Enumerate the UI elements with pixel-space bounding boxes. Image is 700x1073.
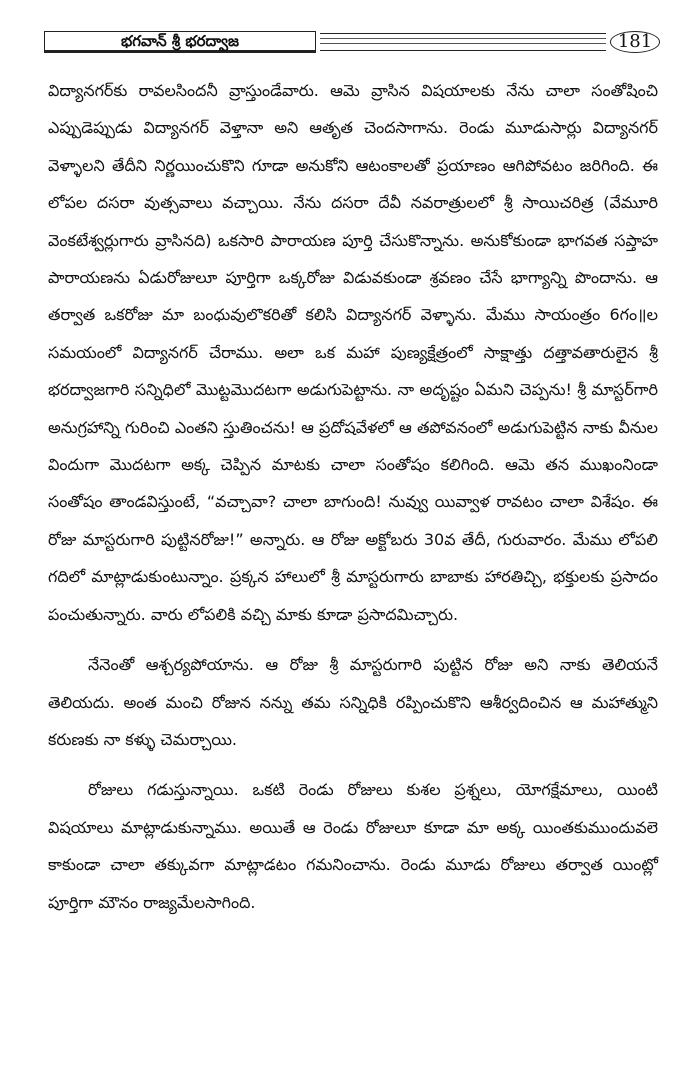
running-title: భగవాన్ శ్రీ భరద్వాజ bbox=[44, 31, 316, 53]
paragraph-1: విద్యానగర్‌కు రావలసిందనీ వ్రాస్తుండేవారు. ఆమె వ్రాసిన విషయాలకు నేను చాలా సంతోషించి ఎప్పుడెప్పుడు విద్యానగర్ వెళ్తానా అని ఆతృత చెందసాగాను. రెండు మూడుసార్లు విద్యానగర్ వెళ్ళాలని తేదీని నిర్ణయించుకొని గూడా అనుకోని ఆటంకాలతో ప్రయాణం ఆగిపోవటం జరిగింది. ఈ లోపల దసరా వుత్సవాలు వచ్చాయి. నేను దసరా దేవీ నవరాత్రులలో శ్రీ సాయిచరిత్ర (వేమూరి వెంకటేశ్వర్లుగారు వ్రాసినది) ఒకసారి పారాయణ పూర్తి చేసుకొన్నాను. అనుకోకుండా భాగవత సప్తాహ పారాయణను ఏడురోజులూ పూర్తిగా ఒక్కరోజు విడువకుండా శ్రవణం చేసే భాగ్యాన్ని పొందాను. ఆ తర్వాత ఒకరోజు మా బంధువులొకరితో కలిసి విద్యానగర్ వెళ్ళాను. మేము సాయంత్రం 6గం॥ల సమయంలో విద్యానగర్ చేరాము. అలా ఒక మహా పుణ్యక్షేత్రంలో సాక్షాత్తు దత్తావతారులైన శ్రీ భరద్వాజగారి సన్నిధిలో మొట్టమొదటగా అడుగుపెట్టాను. నా అదృష్టం ఏమని చెప్పను! శ్రీ మాస్టర్‌గారి అనుగ్రహాన్ని గురించి ఎంతని స్తుతించను! ఆ ప్రదోషవేళలో ఆ తపోవనంలో అడుగుపెట్టిన నాకు వీనుల విందుగా మొదటగా అక్క చెప్పిన మాటకు చాలా సంతోషం కలిగింది. ఆమె తన ముఖంనిండా సంతోషం తాండవిస్తుంటే, “వచ్చావా? చాలా బాగుంది! నువ్వు యివ్వాళ రావటం చాలా విశేషం. ఈ రోజు మాస్టరుగారి పుట్టినరోజు!” అన్నారు. ఆ రోజు అక్టోబరు 30వ తేదీ, గురువారం. మేము లోపలి గదిలో మాట్లాడుకుంటున్నాం. ప్రక్కన హాలులో శ్రీ మాస్టరుగారు బాబాకు హారతిచ్చి, భక్తులకు ప్రసాదం పంచుతున్నారు. వారు లోపలికి వచ్చి మాకు కూడా ప్రసాదమిచ్చారు. bbox=[48, 81, 658, 624]
page-number: 181 bbox=[610, 31, 660, 53]
paragraph-3: రోజులు గడుస్తున్నాయి. ఒకటి రెండు రోజులు కుశల ప్రశ్నలు, యోగక్షేమాలు, యింటి విషయాలు మాట్లాడుకున్నాము. అయితే ఆ రెండు రోజులూ కూడా మా అక్క యింతకుముందువలె కాకుండా చాలా తక్కువగా మాట్లాడటం గమనించాను. రెండు మూడు రోజులు తర్వాత యింట్లో పూర్తిగా మౌనం రాజ్యమేలసాగింది. bbox=[48, 780, 658, 912]
body-text bbox=[48, 72, 658, 921]
paragraph-2: నేనెంతో ఆశ్చర్యపోయాను. ఆ రోజు శ్రీ మాస్టరుగారి పుట్టిన రోజు అని నాకు తెలియనే తెలియదు. అంత మంచి రోజున నన్ను తమ సన్నిధికి రప్పించుకొని ఆశీర్వదించిన ఆ మహాత్ముని కరుణకు నా కళ్ళు చెమర్చాయి. bbox=[48, 655, 658, 749]
page-header bbox=[44, 31, 656, 55]
header-rule-lines bbox=[320, 33, 606, 51]
